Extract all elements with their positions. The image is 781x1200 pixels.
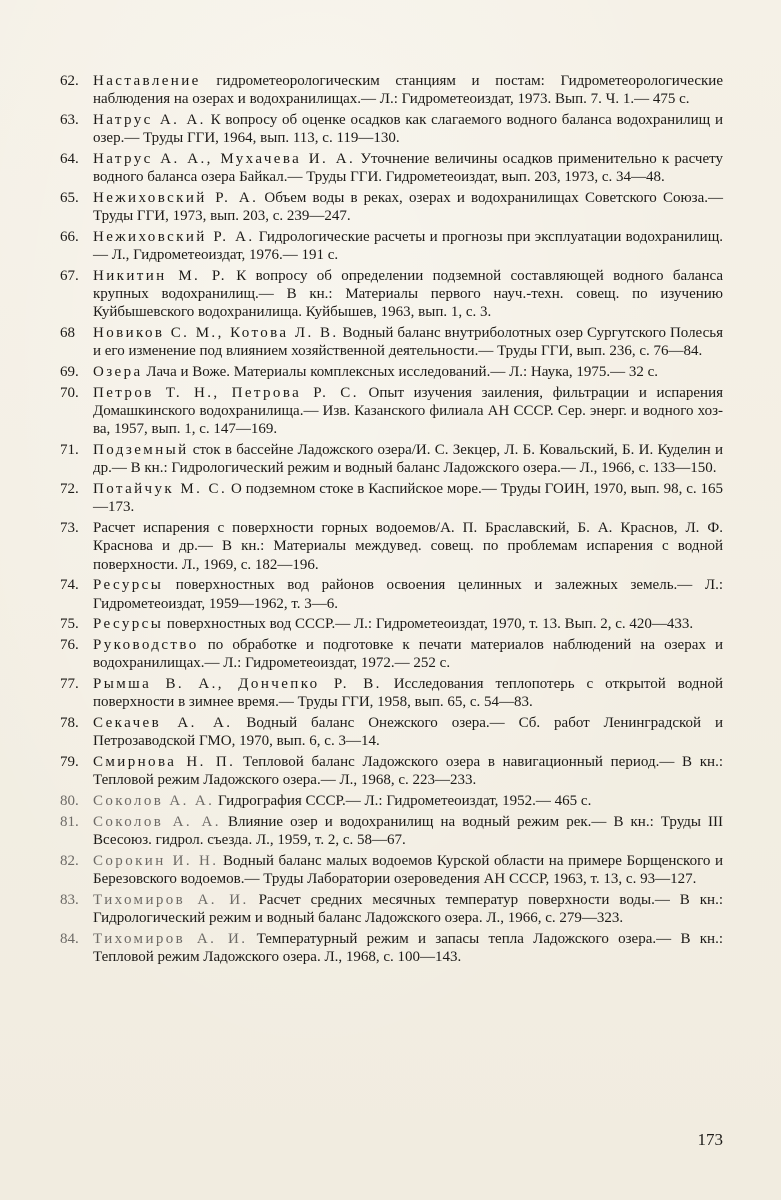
reference-entry — [60, 384, 723, 439]
reference-author: Никитин М. Р. — [93, 268, 227, 284]
reference-number: 62. — [60, 73, 79, 89]
reference-text: К вопросу об определении подземной составляющей водного баланса крупных водохранилищ.— В кн.: Материалы первого науч.-техн. совещ. по изучению Куйбышевского водохранилища. Куйбышев, 1963, вып. 1, с. 3. — [93, 268, 723, 321]
reference-number: 70. — [60, 385, 79, 401]
reference-number: 64. — [60, 151, 79, 167]
reference-text: Влияние озер и водохранилищ на водный режим рек.— В кн.: Труды III Всесоюз. гидрол. съезда. Л., 1959, т. 2, с. 58—67. — [93, 814, 723, 849]
reference-text: Исследования теплопотерь с открытой водной поверхности в зимнее время.— Труды ГГИ, 1958, вып. 65, с. 54—83. — [93, 676, 723, 711]
reference-author: Новиков С. М., Котова Л. В. — [93, 325, 339, 342]
reference-text: Гидрологические расчеты и прогнозы при эксплуатации водохранилищ.— Л., Гидрометеоиздат, 1976.— 191 с. — [93, 229, 723, 264]
reference-number: 77. — [60, 676, 79, 693]
reference-entry — [60, 324, 723, 360]
reference-author: Смирнова Н. П. — [93, 754, 236, 771]
reference-number: 74. — [60, 577, 79, 594]
reference-entry — [60, 72, 723, 108]
reference-number: 72. — [60, 481, 79, 498]
reference-entry — [60, 813, 723, 849]
reference-text: Уточнение величины осадков применительно к расчету водного баланса озера Байкал.— Труды ГГИ. Гидрометеоиздат, вып. 203, 1973, с. 34—48. — [93, 151, 723, 186]
reference-entry — [60, 891, 723, 927]
reference-author: Натрус А. А. — [93, 112, 206, 128]
reference-entry — [60, 675, 723, 711]
reference-text: О подземном стоке в Каспийское море.— Труды ГОИН, 1970, вып. 98, с. 165—173. — [93, 481, 723, 516]
reference-text: гидрометеорологическим станциям и постам: Гидрометеорологические наблюдения на озерах и водохранилищах.— Л.: Гидрометеоиздат, 1973. Вып. 7. Ч. 1.— 475 с. — [93, 73, 723, 108]
reference-number: 83. — [60, 892, 79, 908]
reference-entry — [60, 852, 723, 888]
reference-entry — [60, 519, 723, 574]
reference-number: 66. — [60, 229, 79, 245]
reference-entry — [60, 615, 723, 633]
reference-entry — [60, 792, 723, 810]
reference-author: Рымша В. А., Дончепко Р. В. — [93, 676, 382, 693]
reference-number: 78. — [60, 715, 79, 732]
reference-entry — [60, 363, 723, 381]
reference-number: 73. — [60, 520, 79, 537]
reference-entry — [60, 189, 723, 225]
reference-author: Руководство — [93, 637, 199, 654]
reference-author: Петров Т. Н., Петрова Р. С. — [93, 385, 359, 401]
reference-author: Наставление — [93, 73, 201, 89]
reference-author: Ресурсы — [93, 616, 164, 633]
reference-author: Ресурсы — [93, 577, 164, 594]
reference-number: 79. — [60, 754, 79, 771]
reference-text: К вопросу об оценке осадков как слагаемого водного баланса водохранилищ и озер.— Труды ГГИ, 1964, вып. 113, с. 119—130. — [93, 112, 723, 147]
reference-author: Тихомиров А. И. — [93, 892, 249, 908]
reference-text: Тепловой баланс Ладожского озера в навигационный период.— В кн.: Тепловой режим Ладожского озера.— Л., 1968, с. 223—233. — [93, 754, 723, 789]
reference-text: Объем воды в реках, озерах и водохранилищах Советского Союза.— Труды ГГИ, 1973, вып. 203, с. 239—247. — [93, 190, 723, 225]
reference-text: по обработке и подготовке к печати материалов наблюдений на озерах и водохранилищах.— Л.: Гидрометеоиздат, 1972.— 252 с. — [93, 637, 723, 672]
reference-entry — [60, 441, 723, 477]
reference-number: 68 — [60, 325, 75, 342]
reference-text: Водный баланс внутриболотных озер Сургутского Полесья и его изменение под влиянием хозяйственной деятельности.— Труды ГГИ, вып. 236, с. 76—84. — [93, 325, 723, 360]
reference-entry — [60, 753, 723, 789]
reference-text: Опыт изучения заиления, фильтрации и испарения Домашкинского водохранилища.— Изв. Казанского филиала АН СССР. Сер. энерг. и водного хоз-ва, 1957, вып. 1, с. 147—169. — [93, 385, 723, 438]
reference-number: 75. — [60, 616, 79, 633]
reference-author: Натрус А. А., Мухачева И. А. — [93, 151, 356, 167]
reference-text: Водный баланс малых водоемов Курской области на примере Борщенского и Березовского водоемов.— Труды Лаборатории озероведения АН СССР, 1963, т. 13, с. 93—127. — [93, 853, 723, 888]
reference-entry — [60, 576, 723, 612]
reference-text: Водный баланс Онежского озера.— Сб. работ Ленинградской и Петрозаводской ГМО, 1970, вып. 6, с. 3—14. — [93, 715, 723, 750]
reference-entry — [60, 228, 723, 264]
reference-number: 80. — [60, 793, 79, 810]
reference-text: Температурный режим и запасы тепла Ладожского озера.— В кн.: Тепловой режим Ладожского озера. Л., 1968, с. 100—143. — [93, 931, 723, 966]
page-number: 173 — [697, 1130, 723, 1149]
reference-text: Расчет испарения с поверхности горных водоемов/А. П. Браславский, Б. А. Краснов, Л. Ф. Краснова и др.— В кн.: Материалы междувед. совещ. по проблемам испарения с водной поверхности. Л., 1969, с. 182—196. — [93, 520, 723, 573]
reference-entry — [60, 111, 723, 147]
reference-number: 69. — [60, 364, 79, 381]
reference-list — [60, 72, 723, 966]
reference-number: 67. — [60, 268, 79, 284]
reference-entry — [60, 267, 723, 322]
reference-number: 84. — [60, 931, 79, 947]
reference-entry — [60, 150, 723, 186]
reference-text: поверхностных вод районов освоения целинных и залежных земель.— Л.: Гидрометеоиздат, 1959—1962, т. 3—6. — [93, 577, 723, 612]
reference-author: Сорокин И. Н. — [93, 853, 219, 869]
reference-author: Нежиховский Р. А. — [93, 190, 259, 206]
reference-author: Подземный — [93, 442, 189, 459]
reference-text: поверхностных вод СССР.— Л.: Гидрометеоиздат, 1970, т. 13. Вып. 2, с. 420—433. — [163, 616, 694, 633]
reference-author: Озера — [93, 364, 143, 381]
reference-text: Расчет средних месячных температур поверхности воды.— В кн.: Гидрологический режим и водный баланс Ладожского озера. Л., 1966, с. 279—323. — [93, 892, 723, 927]
reference-author: Соколов А. А. — [93, 814, 221, 830]
reference-number: 63. — [60, 112, 79, 128]
reference-author: Нежиховский Р. А. — [93, 229, 255, 245]
reference-entry — [60, 636, 723, 672]
reference-text: Гидрография СССР.— Л.: Гидрометеоиздат, 1952.— 465 с. — [214, 793, 592, 810]
reference-author: Секачев А. А. — [93, 715, 233, 732]
reference-number: 65. — [60, 190, 79, 206]
reference-text: сток в бассейне Ладожского озера/И. С. Зекцер, Л. Б. Ковальский, Б. И. Куделин и др.— В кн.: Гидрологический режим и водный баланс Ладожского озера.— Л., 1966, с. 133—150. — [93, 442, 723, 477]
reference-author: Соколов А. А. — [93, 793, 215, 810]
reference-number: 71. — [60, 442, 79, 459]
reference-number: 81. — [60, 814, 79, 830]
reference-entry — [60, 714, 723, 750]
reference-author: Тихомиров А. И. — [93, 931, 248, 947]
reference-number: 82. — [60, 853, 79, 869]
reference-text: Лача и Воже. Материалы комплексных исследований.— Л.: Наука, 1975.— 32 с. — [142, 364, 659, 381]
reference-entry — [60, 480, 723, 516]
reference-entry — [60, 930, 723, 966]
reference-author: Потайчук М. С. — [93, 481, 228, 498]
reference-number: 76. — [60, 637, 79, 654]
